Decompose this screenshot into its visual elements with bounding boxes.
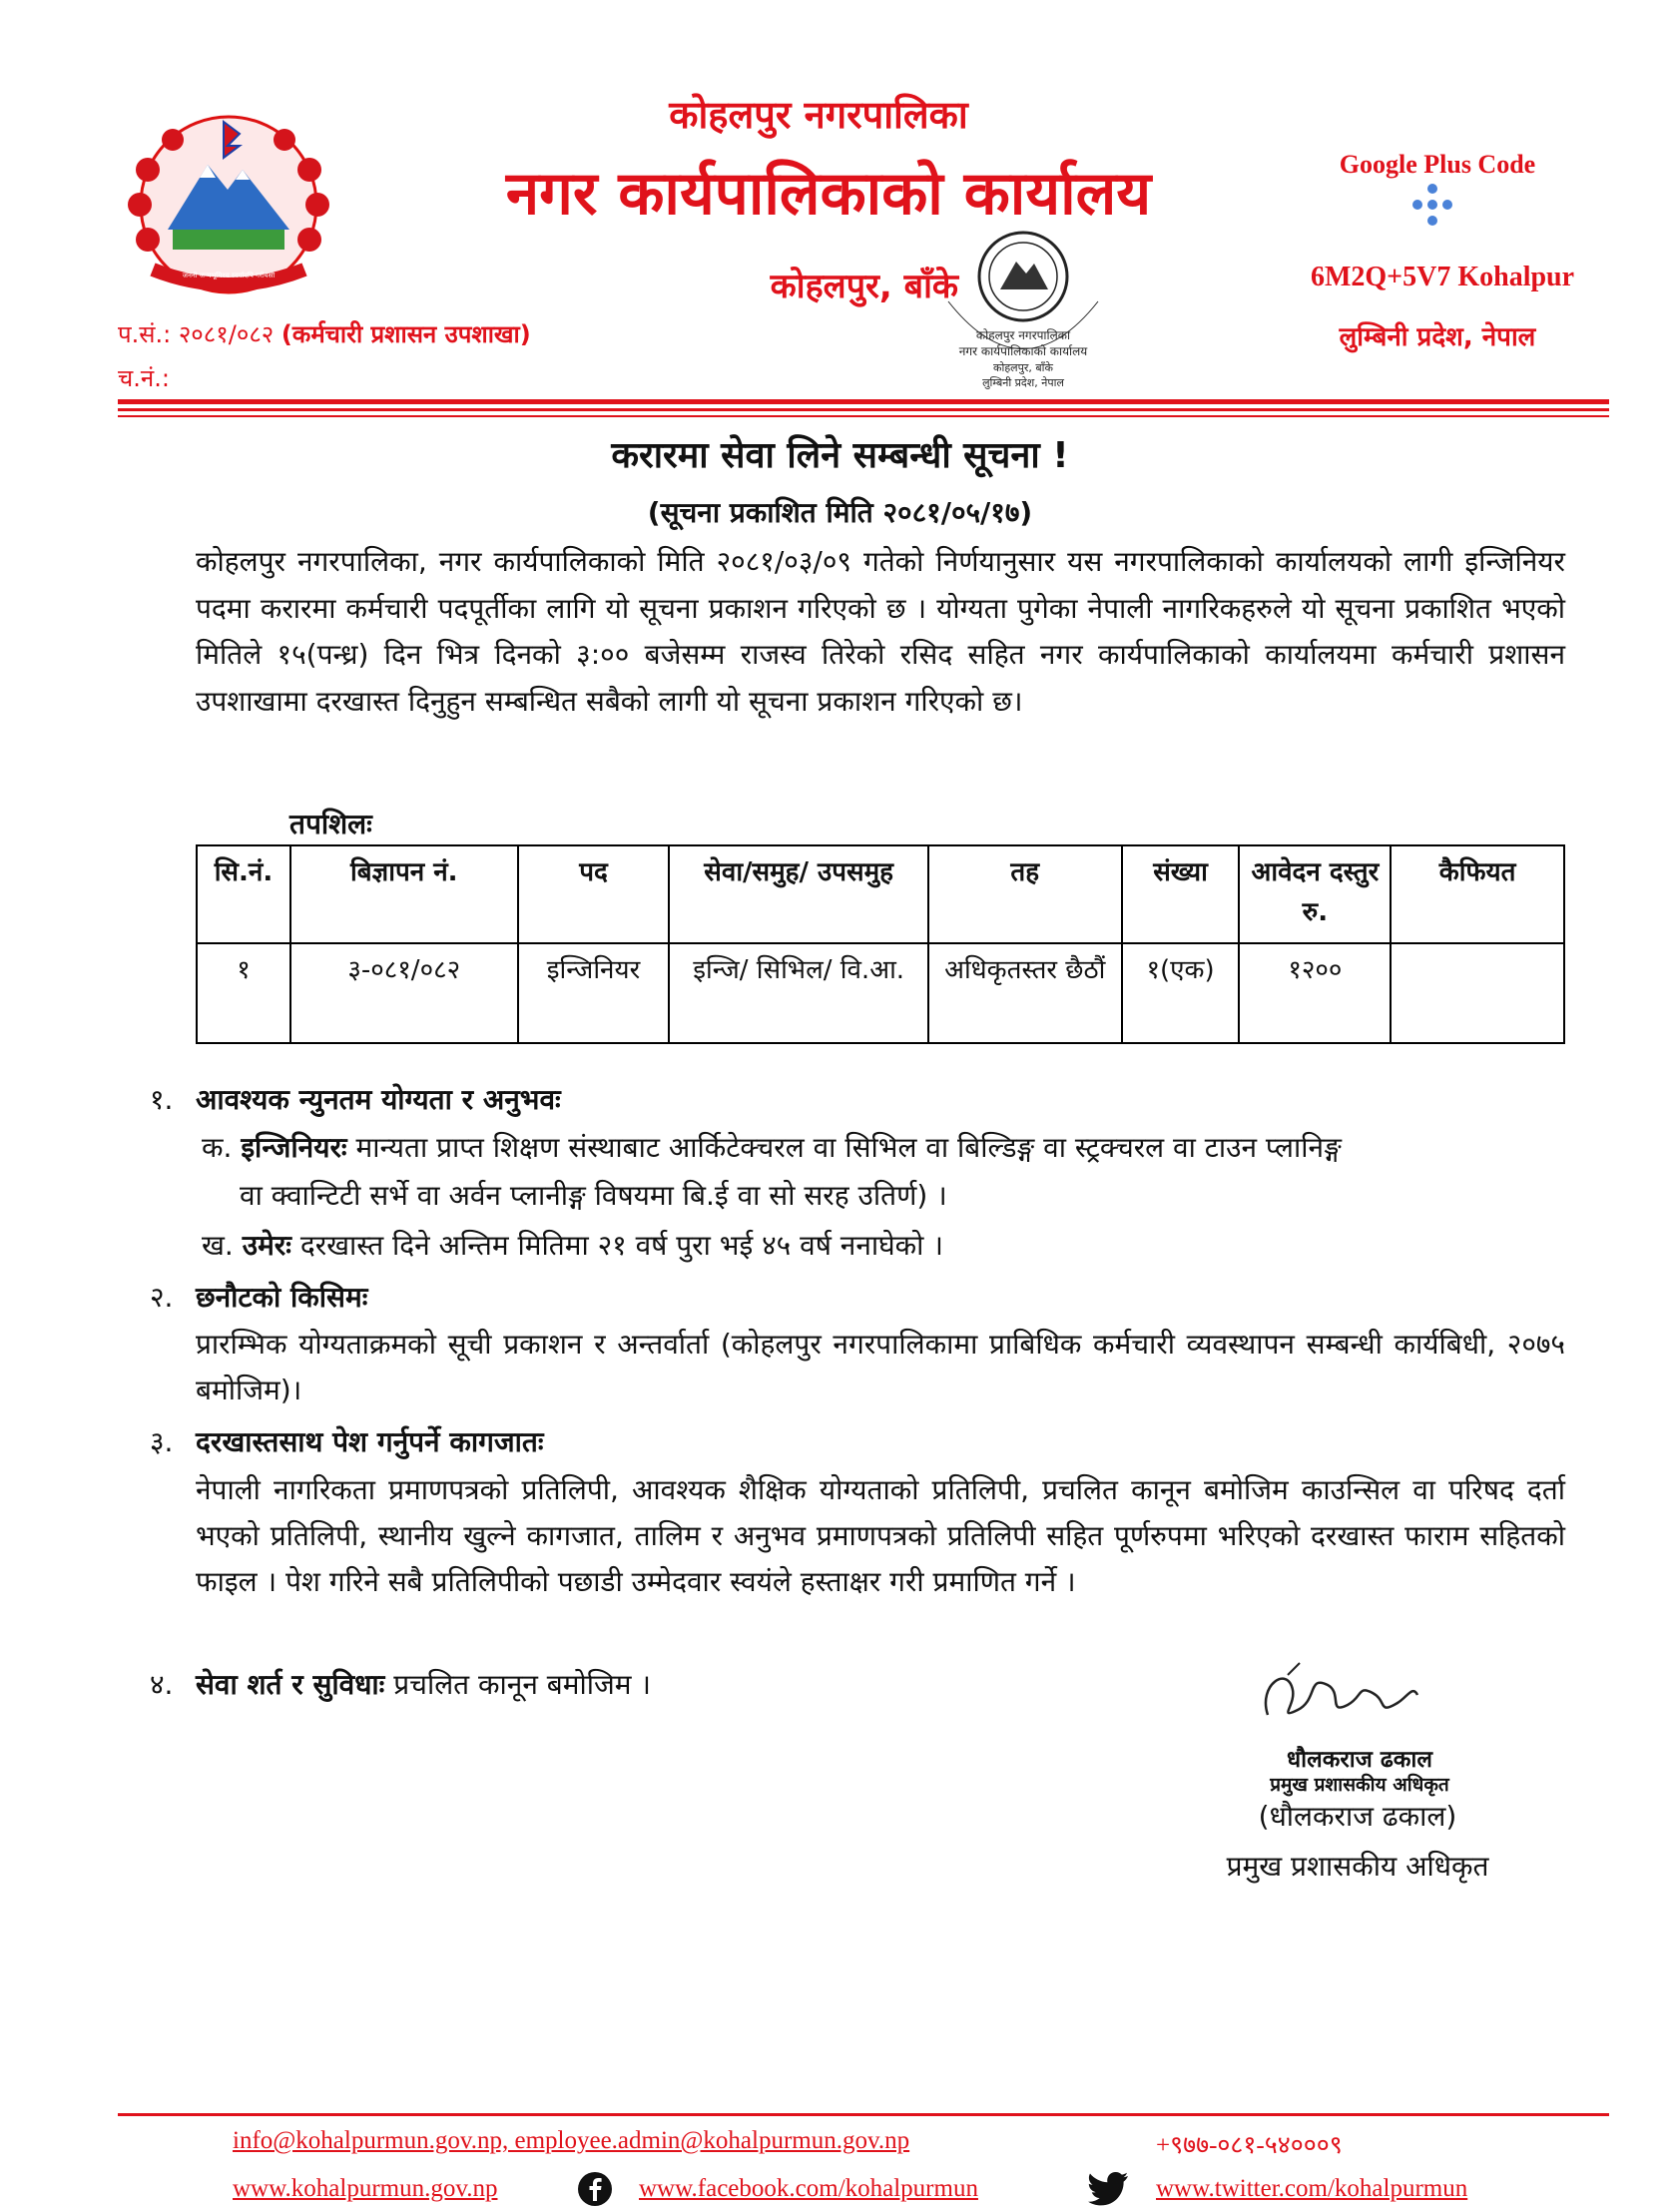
section-service-terms: ४. सेवा शर्त र सुविधाः प्रचलित कानून बमोजिम । (150, 1668, 652, 1701)
table-cell: अधिकृतस्तर छैठौं (928, 943, 1122, 1043)
qualification-engineer: क. इन्जिनियरः मान्यता प्राप्त शिक्षण संस्थाबाट आर्किटेक्चरल वा सिभिल वा बिल्डिङ्ग वा स्ट्रक्चरल वा टाउन प्लानिङ्ग (202, 1131, 1342, 1164)
qualification-engineer-cont: वा क्वान्टिटी सर्भे वा अर्वन प्लानीङ्ग विषयमा बि.ई वा सो सरह उतिर्ण) । (240, 1179, 947, 1212)
footer-divider (118, 2113, 1609, 2116)
dispatch-number: च.नं.: (118, 364, 170, 392)
office-seal-stamp (928, 222, 1118, 391)
table-cell: इन्जिनियर (518, 943, 670, 1043)
publish-date: (सूचना प्रकाशित मिति २०८१/०५/१७) (647, 496, 1033, 529)
svg-text:कोहलपुर नगरपालिका: कोहलपुर नगरपालिका (975, 328, 1071, 342)
col-header: सेवा/समुह/ उपसमुह (669, 845, 927, 943)
facebook-icon[interactable] (577, 2171, 613, 2207)
website-link[interactable]: www.kohalpurmun.gov.np (233, 2175, 498, 2202)
notice-intro: कोहलपुर नगरपालिका, नगर कार्यपालिकाको मिति २०८१/०३/०९ गतेको निर्णयानुसार यस नगरपालिकाको कार्यालयको लागी इन्जिनियर पदमा करारमा कर्मचारी पदपूर्तीका लागि यो सूचना प्रकाशन गरिएको छ । योग्यता पुगेका नेपाली नागरिकहरुले यो सूचना प्रकाशित भएको मितिले १५(पन्ध्र) दिन भित्र दिनको ३:०० बजेसम्म राजस्व तिरेको रसिद सहित नगर कार्यपालिकाको कार्यालयमा कर्मचारी प्रशासन उपशाखामा दरखास्त दिनुहुन सम्बन्धित सबैको लागी यो सूचना प्रकाशन गरिएको छ। (196, 545, 1565, 718)
signatory-name: (धौलकराज ढकाल) (1258, 1800, 1457, 1833)
col-header: आवेदन दस्तुर रु. (1239, 845, 1391, 943)
notice-title: करारमा सेवा लिने सम्बन्धी सूचना ! (611, 435, 1069, 476)
vacancy-table (196, 844, 1565, 1044)
table-cell: १(एक) (1122, 943, 1240, 1043)
table-cell: इन्जि/ सिभिल/ वि.आ. (669, 943, 927, 1043)
section-qualification-heading: १. आवश्यक न्युनतम योग्यता र अनुभवः (150, 1083, 561, 1116)
reference-number: प.सं.: २०८१/०८२ (कर्मचारी प्रशासन उपशाखा) (118, 320, 531, 348)
table-cell: ३-०८१/०८२ (290, 943, 518, 1043)
signature-stamp-title: प्रमुख प्रशासकीय अधिकृत (1270, 1774, 1449, 1796)
documents-text: नेपाली नागरिकता प्रमाणपत्रको प्रतिलिपी, आवश्यक शैक्षिक योग्यताको प्रतिलिपी, प्रचलित कानून बमोजिम काउन्सिल वा परिषद दर्ता भएको प्रतिलिपी, स्थानीय खुल्ने कागजात, तालिम र अनुभव प्रमाणपत्रको प्रतिलिपी सहित पूर्णरुपमा भरिएको दरखास्त फाराम सहितको फाइल । पेश गरिने सबै प्रतिलिपीको पछाडी उम्मेदवार स्वयंले हस्ताक्षर गरी प्रमाणित गर्ने । (196, 1473, 1565, 1598)
emblem-motto: जननी जन्मभूमिश्च स्वर्गादपि गरीयसी (182, 272, 276, 279)
col-header: सि.नं. (197, 845, 290, 943)
nepal-emblem-icon (118, 110, 339, 299)
selection-text: प्रारम्भिक योग्यताक्रमको सूची प्रकाशन र अन्तर्वार्ता (कोहलपुर नगरपालिकामा प्राबिधिक कर्मचारी व्यवस्थापन सम्बन्धी कार्यबिधी, २०७५ बमोजिम)। (196, 1328, 1565, 1406)
qualification-age: ख. उमेरः दरखास्त दिने अन्तिम मितिमा २१ वर्ष पुरा भई ४५ वर्ष ननाघेको । (202, 1229, 943, 1262)
google-plus-code-label: Google Plus Code (1339, 150, 1536, 179)
table-header-row (197, 845, 1564, 943)
province-address: लुम्बिनी प्रदेश, नेपाल (1339, 322, 1536, 352)
col-header: पद (518, 845, 670, 943)
svg-text:नगर कार्यपालिकाको कार्यालय: नगर कार्यपालिकाको कार्यालय (958, 344, 1088, 358)
plus-code-icon (1398, 183, 1467, 233)
office-location: कोहलपुर, बाँके (770, 267, 958, 306)
table-cell: १२०० (1239, 943, 1391, 1043)
svg-text:कोहलपुर, बाँके: कोहलपुर, बाँके (993, 361, 1053, 374)
col-header: बिज्ञापन नं. (290, 845, 518, 943)
header-divider (118, 399, 1609, 421)
col-header: कैफियत (1391, 845, 1564, 943)
signature-image (1248, 1655, 1427, 1737)
twitter-link[interactable]: www.twitter.com/kohalpurmun (1156, 2175, 1468, 2202)
facebook-link[interactable]: www.facebook.com/kohalpurmun (639, 2175, 978, 2202)
details-label: तपशिलः (289, 808, 372, 840)
contact-emails[interactable]: info@kohalpurmun.gov.np, employee.admin@kohalpurmun.gov.np (233, 2127, 910, 2154)
section-documents-heading: ३. दरखास्तसाथ पेश गर्नुपर्ने कागजातः (150, 1425, 544, 1458)
plus-code: 6M2Q+5V7 Kohalpur (1310, 262, 1575, 292)
col-header: संख्या (1122, 845, 1240, 943)
table-cell: १ (197, 943, 290, 1043)
office-name: नगर कार्यपालिकाको कार्यालय (505, 159, 1152, 229)
svg-text:लुम्बिनी प्रदेश, नेपाल: लुम्बिनी प्रदेश, नेपाल (982, 376, 1064, 389)
table-row (197, 943, 1564, 1043)
contact-phone: +९७७-०८१-५४०००९ (1156, 2132, 1343, 2159)
col-header: तह (928, 845, 1122, 943)
table-cell (1391, 943, 1564, 1043)
twitter-icon[interactable] (1088, 2171, 1130, 2207)
municipality-name: कोहलपुर नगरपालिका (669, 93, 968, 137)
signature-stamp-name: धौलकराज ढकाल (1287, 1747, 1432, 1773)
signatory-title: प्रमुख प्रशासकीय अधिकृत (1226, 1850, 1489, 1883)
section-selection-heading: २. छनौटको किसिमः (150, 1281, 368, 1314)
